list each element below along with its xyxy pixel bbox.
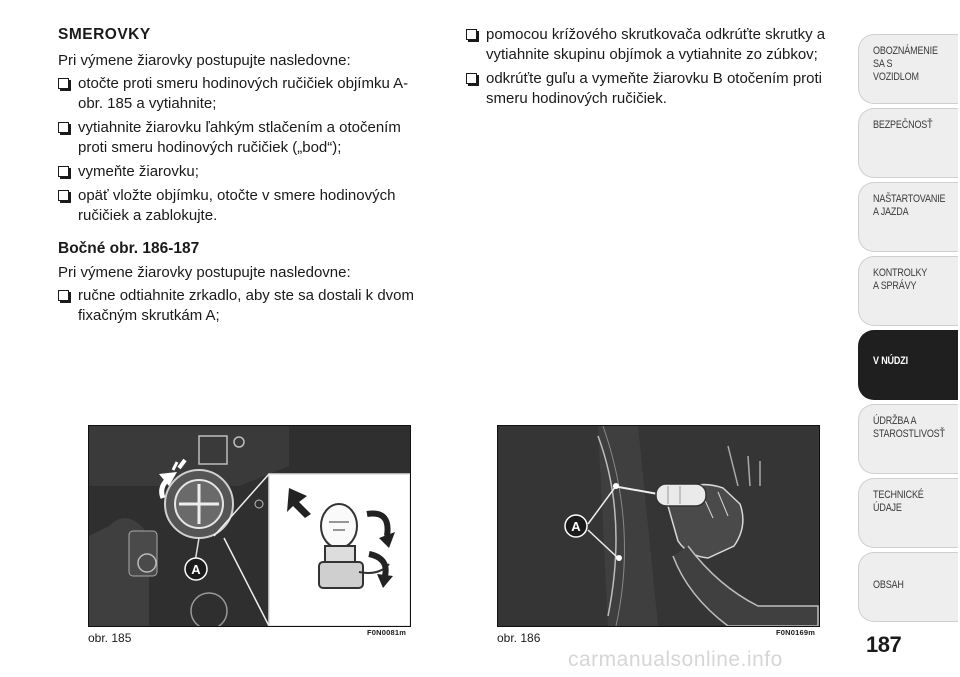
tab-udrzba[interactable]: ÚDRŽBA A STAROSTLIVOSŤ [858, 404, 958, 474]
intro-text-2: Pri výmene žiarovky postupujte nasledovne: [58, 264, 351, 281]
list-item: vytiahnite žiarovku ľahkým stlačením a otočením proti smeru hodinových ručičiek („bod“); [58, 118, 430, 158]
checkbox-bullet-icon [466, 29, 477, 40]
tab-oboznamenie[interactable]: OBOZNÁMENIE SA S VOZIDLOM [858, 34, 958, 104]
procedure-list [58, 74, 430, 226]
tab-kontrolky[interactable]: KONTROLKY A SPRÁVY [858, 256, 958, 326]
tab-nastartovanie[interactable]: NAŠTARTOVANIE A JAZDA [858, 182, 958, 252]
middle-column [466, 22, 844, 113]
checkbox-bullet-icon [58, 290, 69, 301]
figure-185-headlight-socket [88, 425, 411, 627]
figure-185-label: A [191, 562, 201, 577]
headlight-illustration [89, 426, 410, 626]
figure-186-label: A [571, 519, 581, 534]
section-heading: SMEROVKY [58, 26, 151, 43]
figure-185-code: F0N0081m [367, 628, 407, 637]
list-item: vymeňte žiarovku; [58, 162, 430, 182]
list-item: opäť vložte objímku, otočte v smere hodinových ručičiek a zablokujte. [58, 186, 430, 226]
list-item: otočte proti smeru hodinových ručičiek objímku A-obr. 185 a vytiahnite; [58, 74, 430, 114]
page-number: 187 [866, 632, 902, 657]
checkbox-bullet-icon [58, 166, 69, 177]
tab-bezpecnost[interactable]: BEZPEČNOSŤ [858, 108, 958, 178]
left-column [58, 22, 430, 330]
figure-186-side-mirror [497, 425, 820, 627]
checkbox-bullet-icon [466, 73, 477, 84]
list-item: ručne odtiahnite zrkadlo, aby ste sa dostali k dvom fixačným skrutkám A; [58, 286, 430, 326]
mirror-illustration [498, 426, 819, 626]
tab-obsah[interactable]: OBSAH [858, 552, 958, 622]
tab-technicke-udaje[interactable]: TECHNICKÉ ÚDAJE [858, 478, 958, 548]
tab-v-nudzi[interactable]: V NÚDZI [858, 330, 958, 400]
figure-186-caption: obr. 186 [497, 631, 541, 645]
procedure-list-2 [58, 286, 430, 326]
list-item: odkrúťte guľu a vymeňte žiarovku B otočením proti smeru hodinových ručičiek. [466, 69, 844, 109]
list-item: pomocou krížového skrutkovača odkrúťte skrutky a vytiahnite skupinu objímok a vytiahnite zo zúbkov; [466, 25, 844, 65]
chapter-sidebar [858, 0, 960, 640]
checkbox-bullet-icon [58, 122, 69, 133]
subsection-heading: Bočné obr. 186-187 [58, 240, 200, 257]
checkbox-bullet-icon [58, 78, 69, 89]
intro-text: Pri výmene žiarovky postupujte nasledovne: [58, 52, 351, 69]
checkbox-bullet-icon [58, 190, 69, 201]
watermark: carmanualsonline.info [568, 648, 783, 671]
procedure-list-3 [466, 25, 844, 109]
figure-186-code: F0N0169m [776, 628, 816, 637]
figure-185-caption: obr. 185 [88, 631, 132, 645]
